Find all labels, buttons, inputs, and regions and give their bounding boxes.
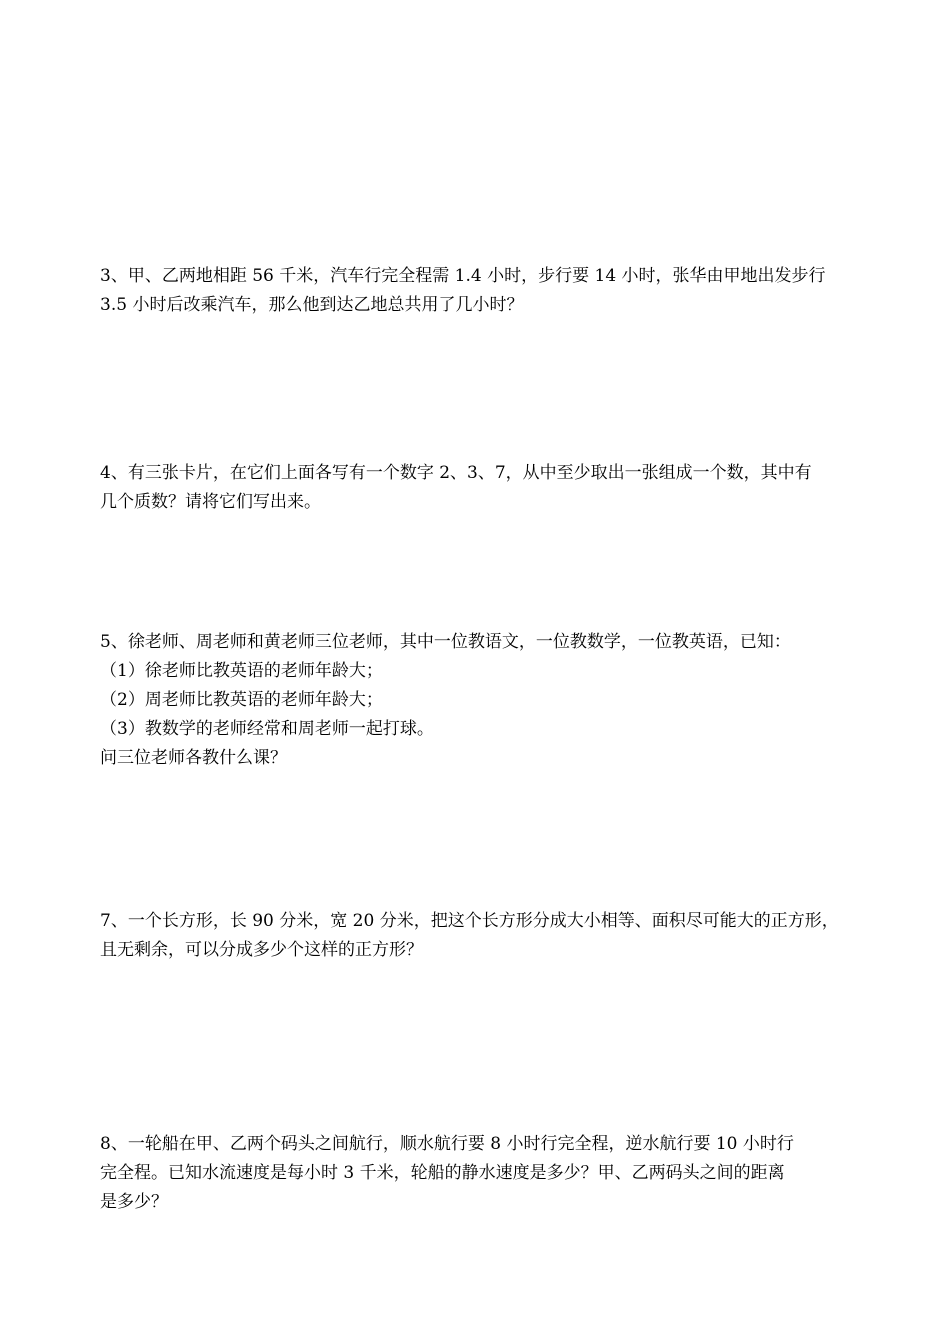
- problem-8-line-1: 8、一轮船在甲、乙两个码头之间航行，顺水航行要 8 小时行完全程，逆水航行要 10 小时行: [100, 1134, 794, 1154]
- problem-3-line-2: 3.5 小时后改乘汽车，那么他到达乙地总共用了几小时？: [100, 295, 524, 315]
- problem-3: [100, 262, 860, 320]
- problem-4-line-2: 几个质数？请将它们写出来。: [100, 492, 321, 512]
- problem-5-question: 问三位老师各教什么课？: [100, 748, 287, 768]
- problem-8-line-3: 是多少？: [100, 1192, 168, 1212]
- problem-3-line-1: 3、甲、乙两地相距 56 千米，汽车行完全程需 1.4 小时，步行要 14 小时，张华由甲地出发步行: [100, 266, 826, 286]
- problem-7: [100, 907, 860, 965]
- problem-8: [100, 1130, 860, 1217]
- problem-7-line-1: 7、一个长方形，长 90 分米，宽 20 分米，把这个长方形分成大小相等、面积尽可能大的正方形，: [100, 911, 839, 931]
- problem-5-condition-3: （3）教数学的老师经常和周老师一起打球。: [100, 719, 434, 739]
- problem-5: [100, 628, 860, 773]
- problem-8-line-2: 完全程。已知水流速度是每小时 3 千米，轮船的静水速度是多少？甲、乙两码头之间的距离: [100, 1163, 785, 1183]
- problem-5-condition-2: （2）周老师比教英语的老师年龄大；: [100, 690, 383, 710]
- problem-7-line-2: 且无剩余，可以分成多少个这样的正方形？: [100, 940, 423, 960]
- problem-5-line-1: 5、徐老师、周老师和黄老师三位老师，其中一位教语文，一位教数学，一位教英语，已知：: [100, 632, 791, 652]
- problem-5-condition-1: （1）徐老师比教英语的老师年龄大；: [100, 661, 383, 681]
- problem-4-line-1: 4、有三张卡片，在它们上面各写有一个数字 2、3、7，从中至少取出一张组成一个数，其中有: [100, 463, 812, 483]
- problem-4: [100, 459, 860, 517]
